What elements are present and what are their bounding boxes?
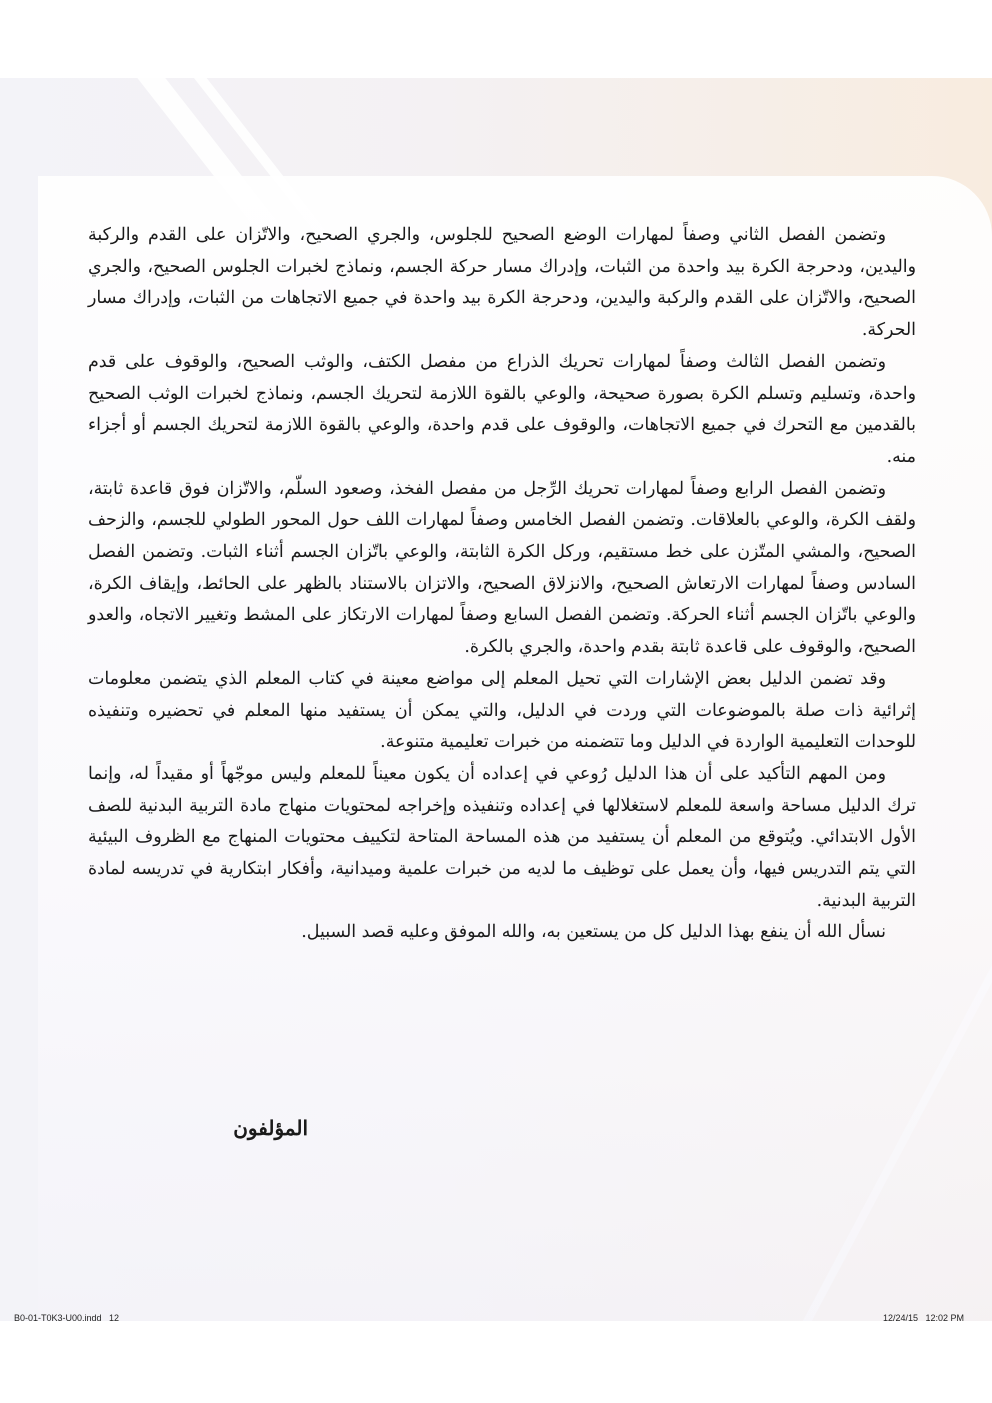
body-text <box>88 220 916 949</box>
paragraph-closing: نسأل الله أن ينفع بهذا الدليل كل من يستعين به، والله الموفق وعليه قصد السبيل. <box>301 922 886 943</box>
paragraph-references: وقد تضمن الدليل بعض الإشارات التي تحيل المعلم إلى مواضع معينة في كتاب المعلم الذي يتضمن معلومات إثرائية ذات صلة بالموضوعات التي وردت في الدليل، والتي يمكن أن يستفيد منها المعلم في تحضيره وتنفيذه للوحدات التعليمية الواردة في الدليل وما تتضمنه من خبرات تعليمية متنوعة. <box>88 668 916 753</box>
paragraph-chapters-4-7: وتضمن الفصل الرابع وصفاً لمهارات تحريك الرِّجل من مفصل الفخذ، وصعود السلّم، والاتّزان فوق قاعدة ثابتة، ولقف الكرة، والوعي بالعلاقات. وتضمن الفصل الخامس وصفاً لمهارات اللف حول المحور الطولي للجسم، والزحف الصحيح، والمشي المتّزن على خط مستقيم، وركل الكرة الثابتة، والوعي باتّزان الجسم أثناء الثبات. وتضمن الفصل السادس وصفاً لمهارات الارتعاش الصحيح، والانزلاق الصحيح، والاتزان بالاستناد بالظهر على الحائط، وإيقاف الكرة، والوعي باتّزان الجسم أثناء الحركة. وتضمن الفصل السابع وصفاً لمهارات الارتكاز على المشط وتغيير الاتجاه، والعدو الصحيح، والوقوف على قاعدة ثابتة بقدم واحدة، والجري بالكرة. <box>88 478 916 658</box>
footer-datetime: 12/24/15 12:02 PM <box>882 1313 964 1323</box>
footer-file-info: B0-01-T0K3-U00.indd 12 <box>14 1313 120 1323</box>
paragraph-flexibility: ومن المهم التأكيد على أن هذا الدليل رُوعي في إعداده أن يكون معيناً للمعلم وليس موجّهاً أو مقيداً له، وإنما ترك الدليل مساحة واسعة للمعلم لاستغلالها في إعداده وتنفيذه وإخراجه لمحتويات منهاج مادة التربية البدنية للصف الأول الابتدائي. ويُتوقع من المعلم أن يستفيد من هذه المساحة المتاحة لتكييف محتويات المنهاج مع الظروف البيئية التي يتم التدريس فيها، وأن يعمل على توظيف ما لديه من خبرات علمية وميدانية، وأفكار ابتكارية في تدريسه لمادة التربية البدنية. <box>88 763 916 911</box>
authors-signature: المؤلفون <box>233 1116 308 1140</box>
paragraph-chapter-2: وتضمن الفصل الثاني وصفاً لمهارات الوضع الصحيح للجلوس، والجري الصحيح، والاتّزان على القدم والركبة واليدين، ودحرجة الكرة بيد واحدة من الثبات، وإدراك مسار حركة الجسم، ونماذج لخبرات الجلوس الصحيح، والجري الصحيح، والاتّزان على القدم والركبة واليدين، ودحرجة الكرة بيد واحدة في جميع الاتجاهات من الثبات، وإدراك مسار الحركة. <box>88 225 916 341</box>
paragraph-chapter-3: وتضمن الفصل الثالث وصفاً لمهارات تحريك الذراع من مفصل الكتف، والوثب الصحيح، والوقوف على قدم واحدة، وتسليم وتسلم الكرة بصورة صحيحة، والوعي بالقوة اللازمة لتحريك الجسم، ونماذج لخبرات الوثب الصحيح بالقدمين مع التحرك في جميع الاتجاهات، والوقوف على قدم واحدة، والوعي بالقوة اللازمة لتحريك الجسم أو أجزاء منه. <box>88 351 916 467</box>
